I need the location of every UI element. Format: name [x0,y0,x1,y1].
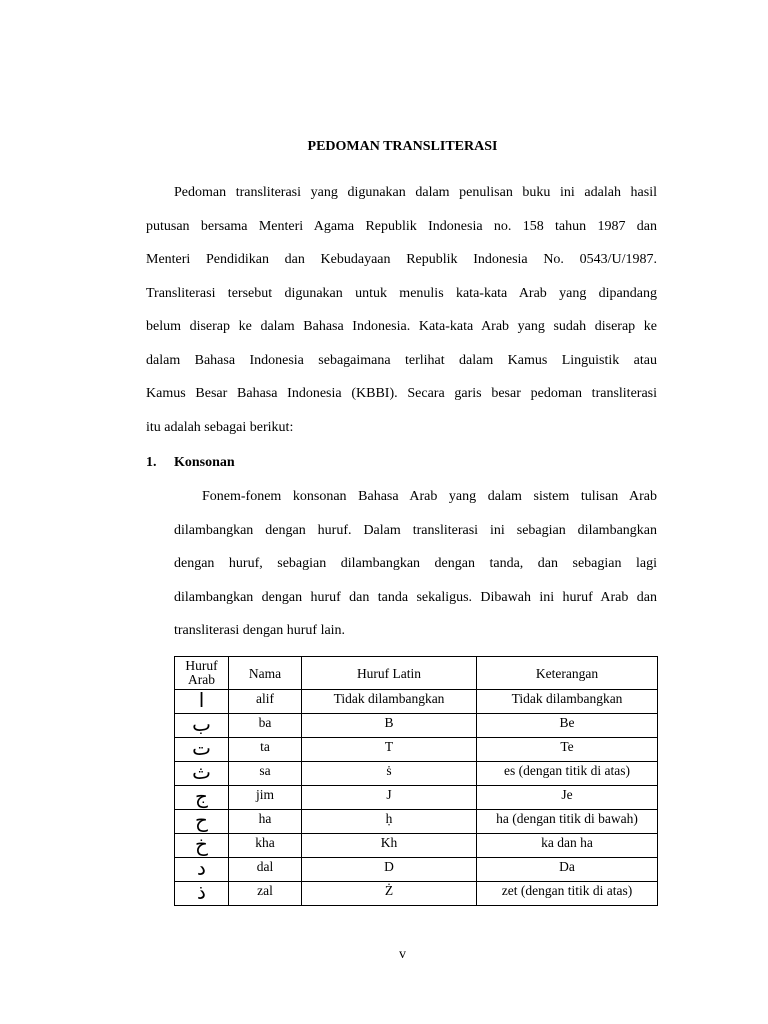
cell-latin: Kh [302,834,477,858]
header-huruf-latin: Huruf Latin [302,657,477,690]
intro-line: belum diserap ke dalam Bahasa Indonesia. Kata-kata Arab yang sudah diserap ke [146,319,657,334]
cell-latin: ḥ [302,810,477,834]
intro-line: Menteri Pendidikan dan Kebudayaan Republik Indonesia No. 0543/U/1987. [146,252,657,267]
cell-arab: ح [175,810,229,834]
cell-nama: kha [229,834,302,858]
cell-nama: sa [229,762,302,786]
intro-line: putusan bersama Menteri Agama Republik Indonesia no. 158 tahun 1987 dan [146,218,657,234]
page-number: v [399,947,406,962]
cell-nama: dal [229,858,302,882]
cell-arab: ا [175,690,229,714]
cell-keterangan: ha (dengan titik di bawah) [477,810,658,834]
table-row [175,786,658,810]
transliteration-table [174,656,658,906]
cell-keterangan: Da [477,858,658,882]
cell-latin: Tidak dilambangkan [302,690,477,714]
cell-latin: D [302,858,477,882]
section-line: dengan huruf, sebagian dilambangkan dengan tanda, dan sebagian lagi [174,556,657,571]
cell-latin: J [302,786,477,810]
header-huruf-arab [175,657,229,690]
table-header-row [175,657,658,690]
section-title: Konsonan [174,455,235,470]
cell-keterangan: Tidak dilambangkan [477,690,658,714]
section-heading [146,453,235,473]
intro-line: dalam Bahasa Indonesia sebagaimana terlihat dalam Kamus Linguistik atau [146,352,657,368]
intro-paragraph [146,176,657,444]
cell-arab: خ [175,834,229,858]
cell-arab: ث [175,762,229,786]
header-keterangan: Keterangan [477,657,658,690]
section-line: Fonem-fonem konsonan Bahasa Arab yang dalam sistem tulisan Arab [202,489,657,504]
cell-keterangan: Be [477,714,658,738]
intro-line: Pedoman transliterasi yang digunakan dalam penulisan buku ini adalah hasil [174,185,657,200]
cell-keterangan: ka dan ha [477,834,658,858]
cell-keterangan: Te [477,738,658,762]
cell-arab: ت [175,738,229,762]
cell-latin: B [302,714,477,738]
table-row [175,858,658,882]
cell-nama: ha [229,810,302,834]
intro-line: Kamus Besar Bahasa Indonesia (KBBI). Secara garis besar pedoman transliterasi [146,386,657,401]
table-row [175,834,658,858]
cell-nama: alif [229,690,302,714]
cell-latin: Ż [302,882,477,906]
cell-nama: ba [229,714,302,738]
intro-line: Transliterasi tersebut digunakan untuk menulis kata-kata Arab yang dipandang [146,285,657,301]
table-row [175,690,658,714]
table-row [175,762,658,786]
header-nama: Nama [229,657,302,690]
table-row [175,810,658,834]
table-row [175,882,658,906]
section-line: dilambangkan dengan huruf. Dalam transliterasi ini sebagian dilambangkan [174,522,657,538]
cell-arab: ذ [175,882,229,906]
page-title: PEDOMAN TRANSLITERASI [307,139,498,154]
section-number: 1. [146,455,157,470]
cell-nama: ta [229,738,302,762]
header-huruf-arab-line1: Huruf [185,658,218,673]
cell-nama: zal [229,882,302,906]
cell-arab: د [175,858,229,882]
cell-arab: ج [175,786,229,810]
section-line: transliterasi dengan huruf lain. [174,623,346,638]
section-line: dilambangkan dengan huruf dan tanda sekaligus. Dibawah ini huruf Arab dan [174,589,657,605]
cell-latin: ṡ [302,762,477,786]
cell-latin: T [302,738,477,762]
header-huruf-arab-line2: Arab [188,672,215,687]
table-row [175,714,658,738]
intro-line: itu adalah sebagai berikut: [146,419,294,435]
cell-nama: jim [229,786,302,810]
cell-keterangan: zet (dengan titik di atas) [477,882,658,906]
table-row [175,738,658,762]
cell-keterangan: es (dengan titik di atas) [477,762,658,786]
cell-arab: ب [175,714,229,738]
cell-keterangan: Je [477,786,658,810]
section-paragraph [174,480,657,648]
